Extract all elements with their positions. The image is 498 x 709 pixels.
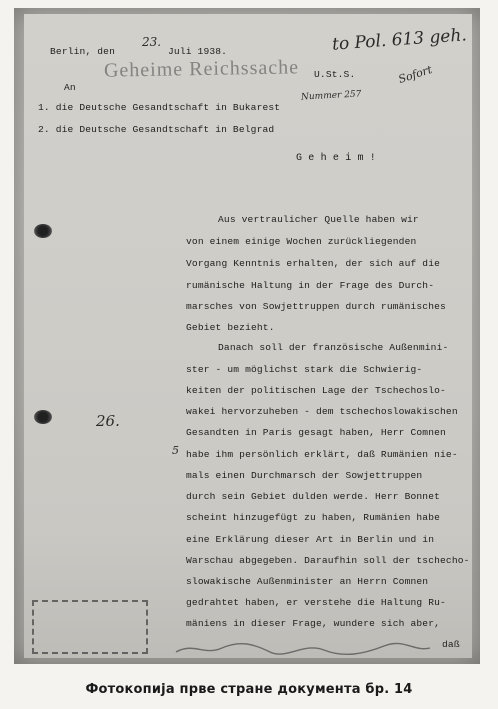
figure-caption: Фотокопија прве стране документа бр. 14 — [85, 682, 413, 697]
body-line: von einem einige Wochen zurückliegenden — [186, 236, 417, 247]
handwritten-number: Nummer 257 — [300, 89, 362, 103]
body-line: Gebiet bezieht. — [186, 322, 275, 333]
address-line-2: 2. die Deutsche Gesandtschaft in Belgrad — [38, 124, 275, 135]
body-line: marsches von Sowjettruppen durch rumänisches — [186, 301, 446, 312]
margin-note: 26. — [96, 412, 120, 430]
body-line: Gesandten in Paris gesagt haben, Herr Comnen — [186, 427, 446, 438]
rubber-stamp-box — [32, 600, 148, 654]
body-line: slowakische Außenminister an Herrn Comnen — [186, 576, 429, 587]
reference-code: U.St.S. — [314, 69, 356, 80]
body-line: eine Erklärung dieser Art in Berlin und in — [186, 534, 435, 545]
margin-mark: 5 — [172, 444, 179, 457]
handwritten-side-note: Sofort — [396, 62, 434, 87]
body-line: keiten der politischen Lage der Tschechoslo- — [186, 385, 446, 396]
classification: G e h e i m ! — [296, 153, 376, 164]
body-line: Aus vertraulicher Quelle haben wir — [218, 214, 419, 225]
body-line: ster - um möglichst stark die Schwierig- — [186, 364, 423, 375]
body-line: wakei hervorzuheben - dem tschechoslowakischen — [186, 406, 458, 417]
signature-scribble — [174, 640, 434, 658]
body-line: habe ihm persönlich erklärt, daß Rumänien nie- — [186, 449, 458, 460]
date-month-year: Juli 1938. — [168, 46, 228, 57]
body-line: gedrahtet haben, er verstehe die Haltung Ru- — [186, 597, 446, 608]
catchword: daß — [442, 639, 460, 650]
address-to: An — [64, 82, 76, 93]
punch-hole — [34, 224, 52, 238]
body-line: mals einen Durchmarsch der Sowjettruppen — [186, 470, 423, 481]
body-line: mäniens in dieser Frage, wundere sich aber, — [186, 618, 441, 629]
body-line: scheint hinzugefügt zu haben, Rumänien habe — [186, 512, 441, 523]
body-line: durch sein Gebiet dulden werde. Herr Bonnet — [186, 491, 441, 502]
handwritten-reference: to Pol. 613 geh. — [331, 25, 468, 55]
document-photo — [14, 8, 480, 664]
document-sheet — [24, 14, 472, 658]
punch-hole — [34, 410, 52, 424]
place-date: Berlin, den — [50, 46, 115, 57]
body-line: Danach soll der französische Außenmini- — [218, 342, 449, 353]
date-day: 23. — [142, 35, 162, 49]
body-line: rumänische Haltung in der Frage des Durch- — [186, 280, 435, 291]
address-line-1: 1. die Deutsche Gesandtschaft in Bukarest — [38, 102, 281, 113]
body-line: Warschau abgegeben. Daraufhin soll der tschecho- — [186, 555, 470, 566]
secret-stamp: Geheime Reichssache — [103, 56, 300, 82]
body-line: Vorgang Kenntnis erhalten, der sich auf die — [186, 258, 441, 269]
